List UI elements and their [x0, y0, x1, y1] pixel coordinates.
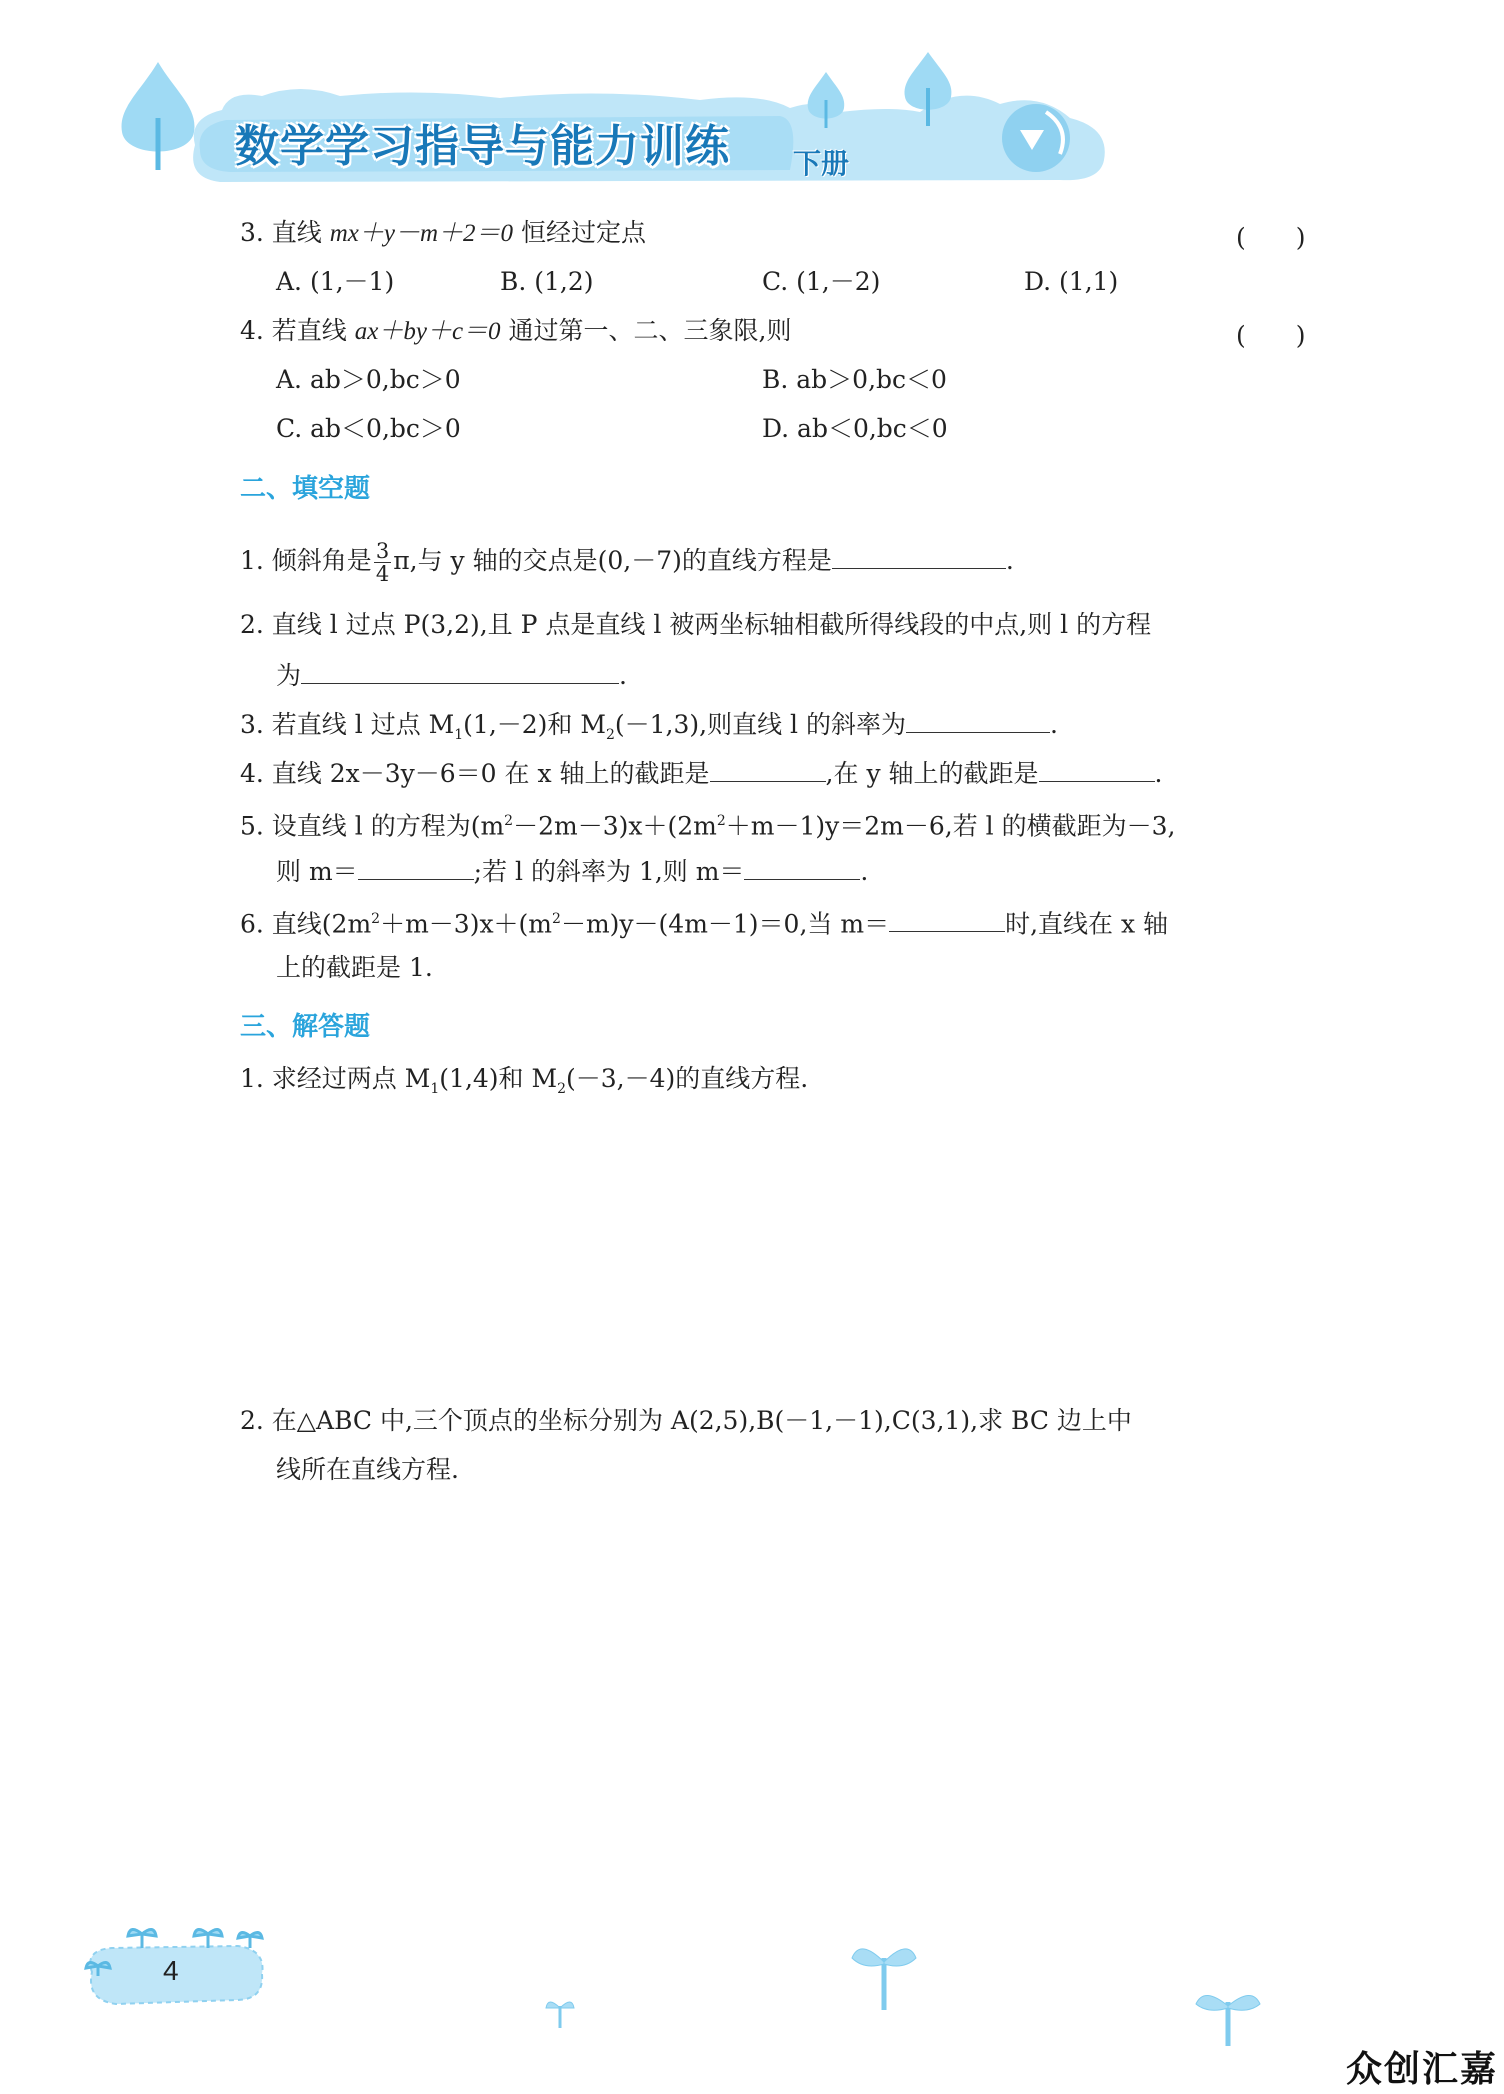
answer-paren: ( ) — [1236, 223, 1306, 252]
answer-blank[interactable] — [744, 853, 860, 880]
answer-paren: ( ) — [1236, 321, 1306, 350]
answer-blank[interactable] — [906, 706, 1050, 733]
fill-question-5-cont: 则 m＝ ;若 l 的斜率为 1,则 m＝ . — [276, 853, 868, 889]
option-d: D. (1,1) — [1024, 267, 1119, 296]
option-a: A. (1,－1) — [276, 267, 395, 296]
question-4-stem: 4. 若直线 ax＋by＋c＝0 通过第一、二、三象限,则 — [240, 316, 792, 345]
option-b: B. ab＞0,bc＜0 — [762, 365, 947, 394]
answer-blank[interactable] — [301, 657, 619, 684]
fill-question-5: 5. 设直线 l 的方程为$(m^2-2m-3)x+(2m^2+m-1)y=2m-6$,若 l 的横截距为－3, — [240, 811, 1176, 841]
fill-question-3: 3. 若直线 l 过点 $M_1(1,-2)$和 $M_2(-1,3)$,则直线 l 的斜率为 . — [240, 706, 1058, 752]
answer-blank[interactable] — [358, 853, 474, 880]
option-c: C. (1,－2) — [762, 267, 881, 296]
answer-blank[interactable] — [710, 755, 826, 782]
fill-question-6: 6. 直线$(2m^2+m-3)x+(m^2-m)y-(4m-1)=0$,当 m＝ 时,直线在 x 轴 — [240, 902, 1168, 941]
book-title: 数学学习指导与能力训练 — [235, 121, 730, 172]
fill-question-2-cont: 为 . — [276, 657, 627, 693]
header-banner — [0, 0, 1504, 200]
answer-blank[interactable] — [1039, 755, 1155, 782]
sprout-icon — [546, 1949, 1260, 2046]
answer-blank[interactable] — [889, 905, 1005, 932]
watermark: 众创汇嘉 — [1345, 2049, 1498, 2090]
fill-question-4: 4. 直线 2x－3y－6＝0 在 x 轴上的截距是 ,在 y 轴上的截距是 . — [240, 755, 1162, 791]
section-title-fill: 二、填空题 — [240, 474, 371, 504]
answer-question-1: 1. 求经过两点 $M_1(1,4)$和 $M_2(-3,-4)$的直线方程. — [240, 1064, 809, 1097]
question-3-stem: 3. 直线 mx＋y－m＋2＝0 恒经过定点 — [240, 218, 647, 247]
section-title-answer: 三、解答题 — [240, 1012, 371, 1042]
option-b: B. (1,2) — [500, 267, 594, 296]
fraction: $\frac{3}{4}$ — [375, 539, 390, 586]
answer-question-2: 2. 在△ABC 中,三个顶点的坐标分别为 A(2,5),B(－1,－1),C(3,1),求 BC 边上中 — [240, 1406, 1132, 1435]
fill-question-1: 1. 倾斜角是 $\frac{3}{4}$ π,与 y 轴的交点是(0,－7)的直线方程是 . — [240, 539, 1014, 586]
option-c: C. ab＜0,bc＞0 — [276, 414, 461, 443]
option-d: D. ab＜0,bc＜0 — [762, 414, 948, 443]
option-a: A. ab＞0,bc＞0 — [276, 365, 461, 394]
volume-label: 下册 — [793, 147, 850, 180]
answer-question-2-cont: 线所在直线方程. — [276, 1455, 459, 1484]
page-number: 4 — [163, 1955, 179, 1986]
fill-question-2: 2. 直线 l 过点 P(3,2),且 P 点是直线 l 被两坐标轴相截所得线段的中点,则 l 的方程 — [240, 610, 1152, 639]
answer-blank[interactable] — [832, 542, 1006, 569]
footer-decoration — [0, 1900, 1504, 2094]
fill-question-6-cont: 上的截距是 1. — [276, 953, 433, 982]
